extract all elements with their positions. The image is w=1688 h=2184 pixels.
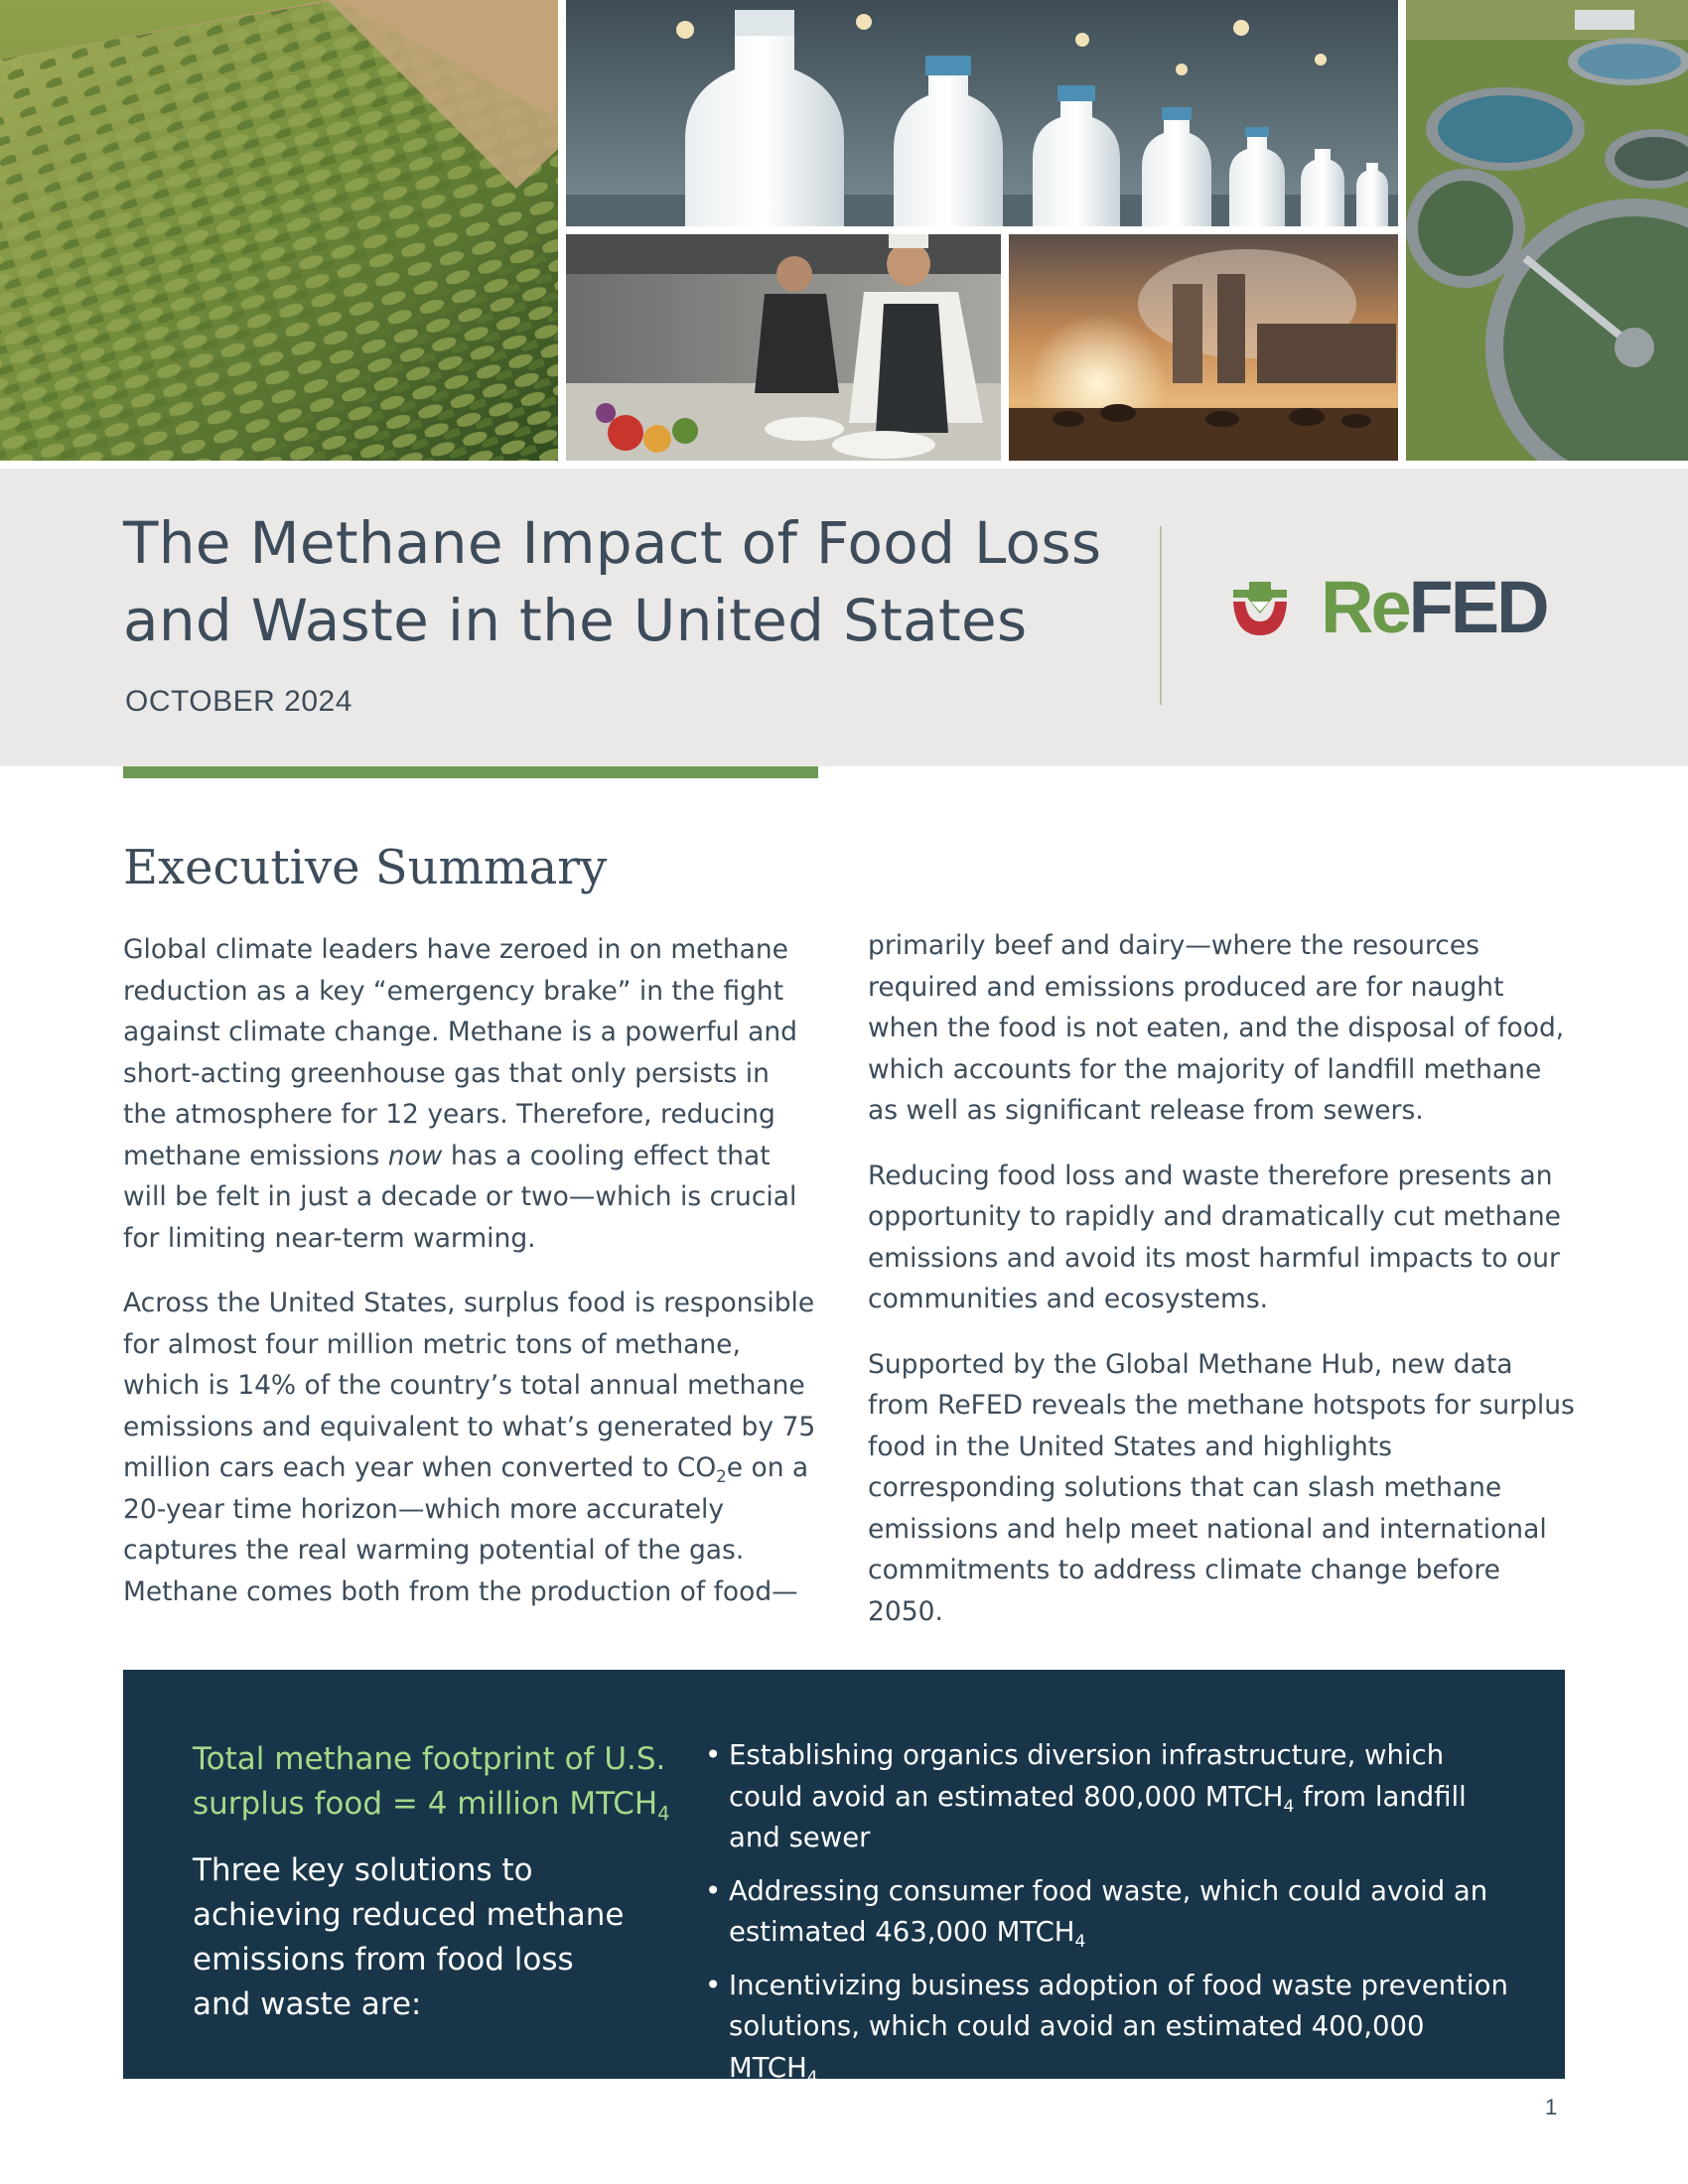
solution-item [705,1966,1519,2090]
restaurant-kitchen-chefs-photo [566,234,1001,461]
summary-p2-text-end: e on a 20-year time horizon—which more accurately captures the real warming potential of the gas. Methane comes both from the production of food— [123,1452,809,1607]
solutions-list [705,1735,1519,2101]
page-title-line-1: The Methane Impact of Food Loss [123,509,1102,577]
co2-subscript: 2 [716,1466,727,1486]
milk-bottles-production-line-photo [566,0,1398,226]
bullet-icon: • [705,1874,722,1907]
solution-subscript: 4 [1074,1931,1086,1952]
key-solutions-callout [123,1670,1565,2088]
cucumbers-harvest-photo [0,0,558,461]
refed-logo [1229,566,1567,655]
solutions-intro: Three key solutions to achieving reduced methane emissions from food loss and waste are: [193,1852,625,2022]
summary-column-right [868,925,1579,1656]
logo-text-re: Re [1321,566,1409,648]
solution-text: Addressing consumer food waste, which could avoid an estimated 463,000 MTCH [729,1874,1488,1948]
solution-text: Establishing organics diversion infrastructure, which could avoid an estimated 800,000 MTCH [729,1739,1445,1813]
summary-paragraph-5: Supported by the Global Methane Hub, new data from ReFED reveals the methane hotspots for surplus food in the United States and highlights corresponding solutions that can slash methane emissions and help meet national and international commitments to address climate change before 2050. [868,1348,1575,1627]
solution-item [705,1871,1519,1954]
cattle-farm-sunset-photo [1009,234,1398,461]
bullet-icon: • [705,1969,722,2001]
title-divider [1160,526,1162,705]
summary-p1-text-end: has a cooling effect that will be felt in just a decade or two—which is crucial for limiting near-term warming. [123,1140,797,1254]
summary-paragraph-1 [123,929,818,1259]
page-number: 1 [1545,2095,1558,2119]
solution-subscript: 4 [806,2067,818,2088]
summary-p2-text: Across the United States, surplus food is responsible for almost four million metric tons of methane, which is 14% of the country’s total annual methane emissions and equivalent to what’s generated by 75 million cars each year when converted to CO [123,1288,816,1483]
refed-logo-wordmark [1321,568,1547,647]
summary-p1-text: Global climate leaders have zeroed in on methane reduction as a key “emergency brake” in the fight against climate change. Methane is a powerful and short-acting greenhouse gas that only persists in the atmosphere for 12 years. Therefore, reducing methane emissions [123,934,797,1171]
accent-rule [123,766,818,778]
footprint-text: Total methane footprint of U.S. surplus food = 4 million MTCH [193,1741,666,1822]
solution-item [705,1735,1519,1859]
footprint-subscript: 4 [657,1802,670,1826]
methane-footprint-stat [193,1737,689,1827]
page-title-line-2: and Waste in the United States [123,587,1028,654]
publication-date: OCTOBER 2024 [125,685,352,718]
wastewater-treatment-plant-photo [1406,0,1688,461]
bullet-icon: • [705,1739,722,1771]
title-band [0,469,1688,766]
summary-p1-emphasis: now [387,1140,443,1171]
header-photo-collage [0,0,1688,461]
executive-summary-heading: Executive Summary [123,840,608,895]
solution-text-end: from landfill and sewer [729,1780,1467,1853]
logo-text-fed: FED [1408,566,1547,648]
summary-paragraph-4: Reducing food loss and waste therefore presents an opportunity to rapidly and dramatically cut methane emissions and avoid its most harmful impacts to our communities and ecosystems. [868,1160,1561,1314]
summary-column-left [123,929,818,1636]
solution-text: Incentivizing business adoption of food waste prevention solutions, which could avoid an estimated 400,000 MTCH [729,1969,1508,2084]
summary-paragraph-2 [123,1283,818,1612]
page-title [123,504,1136,659]
summary-paragraph-3: primarily beef and dairy—where the resources required and emissions produced are for naught when the food is not eaten, and the disposal of food, which accounts for the majority of landfill methane as well as significant release from sewers. [868,930,1565,1126]
solution-subscript: 4 [1283,1796,1295,1817]
refed-logo-icon [1229,576,1291,637]
